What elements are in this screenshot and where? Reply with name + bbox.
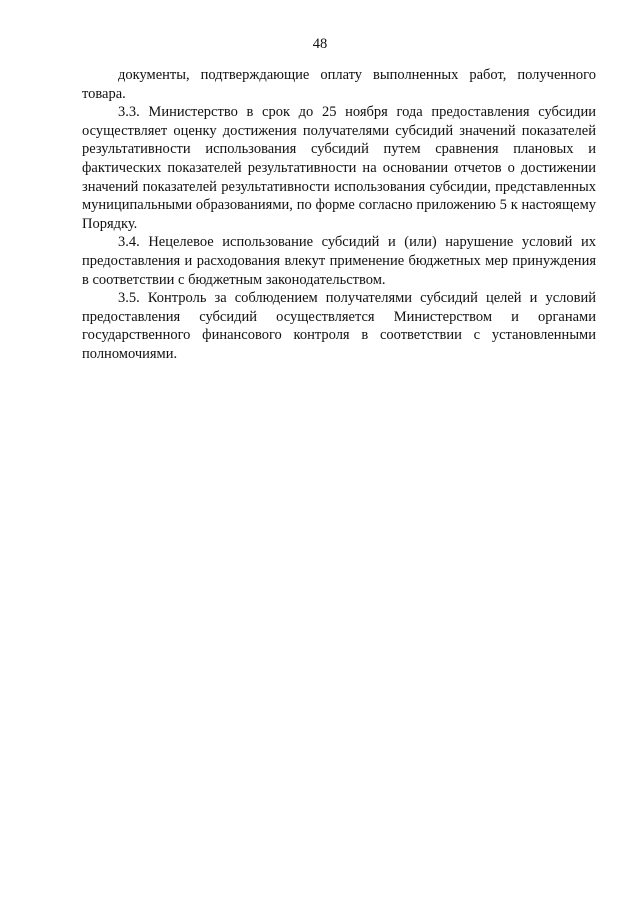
paragraph-continuation: документы, подтверждающие оплату выполненных работ, полученного товара. — [82, 67, 596, 102]
paragraph-3-5: 3.5. Контроль за соблюдением получателями субсидий целей и условий предоставления субсидий осуществляется Министерством и органами государственного финансового контроля в соответствии с установленными полномочиями. — [82, 290, 596, 362]
paragraph-3-3: 3.3. Министерство в срок до 25 ноября года предоставления субсидии осуществляет оценку достижения получателями субсидий значений показателей результативности использования субсидий путем сравнения плановых и фактических показателей результативности на основании отчетов о достижении значений показателей результативности использования субсидии, представленных муниципальными образованиями, по форме согласно приложению 5 к настоящему Порядку. — [82, 104, 596, 232]
paragraph-3-4: 3.4. Нецелевое использование субсидий и (или) нарушение условий их предоставления и расходования влекут применение бюджетных мер принуждения в соответствии с бюджетным законодательством. — [82, 234, 596, 288]
page-number: 48 — [312, 36, 328, 52]
document-body — [82, 66, 596, 364]
